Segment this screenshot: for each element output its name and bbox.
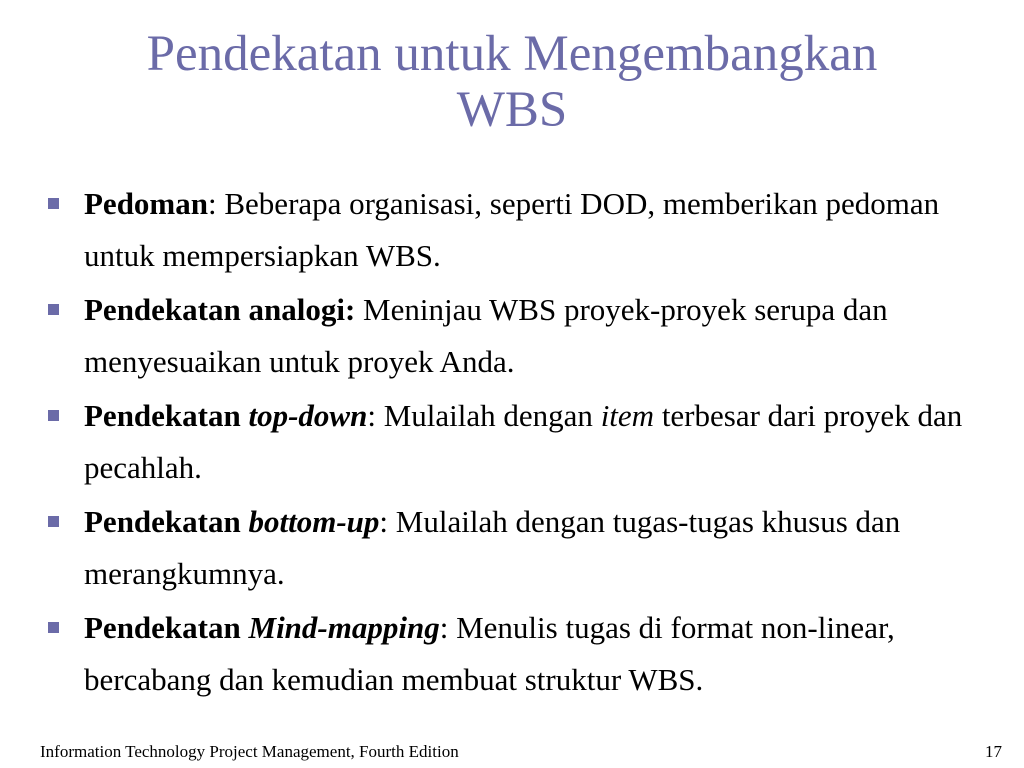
bullet-item-top-down [48,390,968,494]
slide-title [40,26,984,138]
slide-title-line-1: Pendekatan untuk Mengembangkan [146,26,878,82]
bullet-text: Beberapa organisasi, seperti DOD, memberikan pedoman untuk mempersiapkan WBS. [84,186,940,273]
bullet-item-mind-mapping [48,602,968,706]
bullet-item-bottom-up [48,496,968,600]
bullet-term-italic: Mind-mapping [248,610,440,645]
slide-title-line-2: WBS [456,82,568,138]
bullet-term: Pendekatan analogi: [84,292,356,327]
bullet-term: Pendekatan [84,610,249,645]
bullet-separator: : [367,398,376,433]
bullet-list [48,178,968,708]
bullet-separator: : [208,186,217,221]
bullet-term-italic: top-down [248,398,368,433]
bullet-term: Pendekatan [84,504,249,539]
bullet-term-italic: bottom-up [248,504,380,539]
square-bullet-icon [48,304,59,315]
bullet-item-analogi [48,284,968,388]
bullet-text: Mulailah dengan tugas-tugas khusus dan merangkumnya. [84,504,901,591]
bullet-text: Menulis tugas di format non-linear, bercabang dan kemudian membuat struktur WBS. [84,610,895,697]
square-bullet-icon [48,410,59,421]
bullet-text: Mulailah dengan [375,398,601,433]
page-number: 17 [985,742,1002,761]
footer-source: Information Technology Project Management, Fourth Edition [40,742,459,761]
bullet-text: Meninjau WBS proyek-proyek serupa dan menyesuaikan untuk proyek Anda. [84,292,888,379]
bullet-term: Pedoman [84,186,208,221]
square-bullet-icon [48,516,59,527]
bullet-text-continued: terbesar dari proyek dan pecahlah. [84,398,963,485]
square-bullet-icon [48,622,59,633]
bullet-term: Pendekatan [84,398,249,433]
bullet-separator: : [379,504,389,539]
bullet-item-pedoman [48,178,968,282]
bullet-text-italic: item [600,398,655,433]
bullet-separator: : [439,610,449,645]
square-bullet-icon [48,198,59,209]
